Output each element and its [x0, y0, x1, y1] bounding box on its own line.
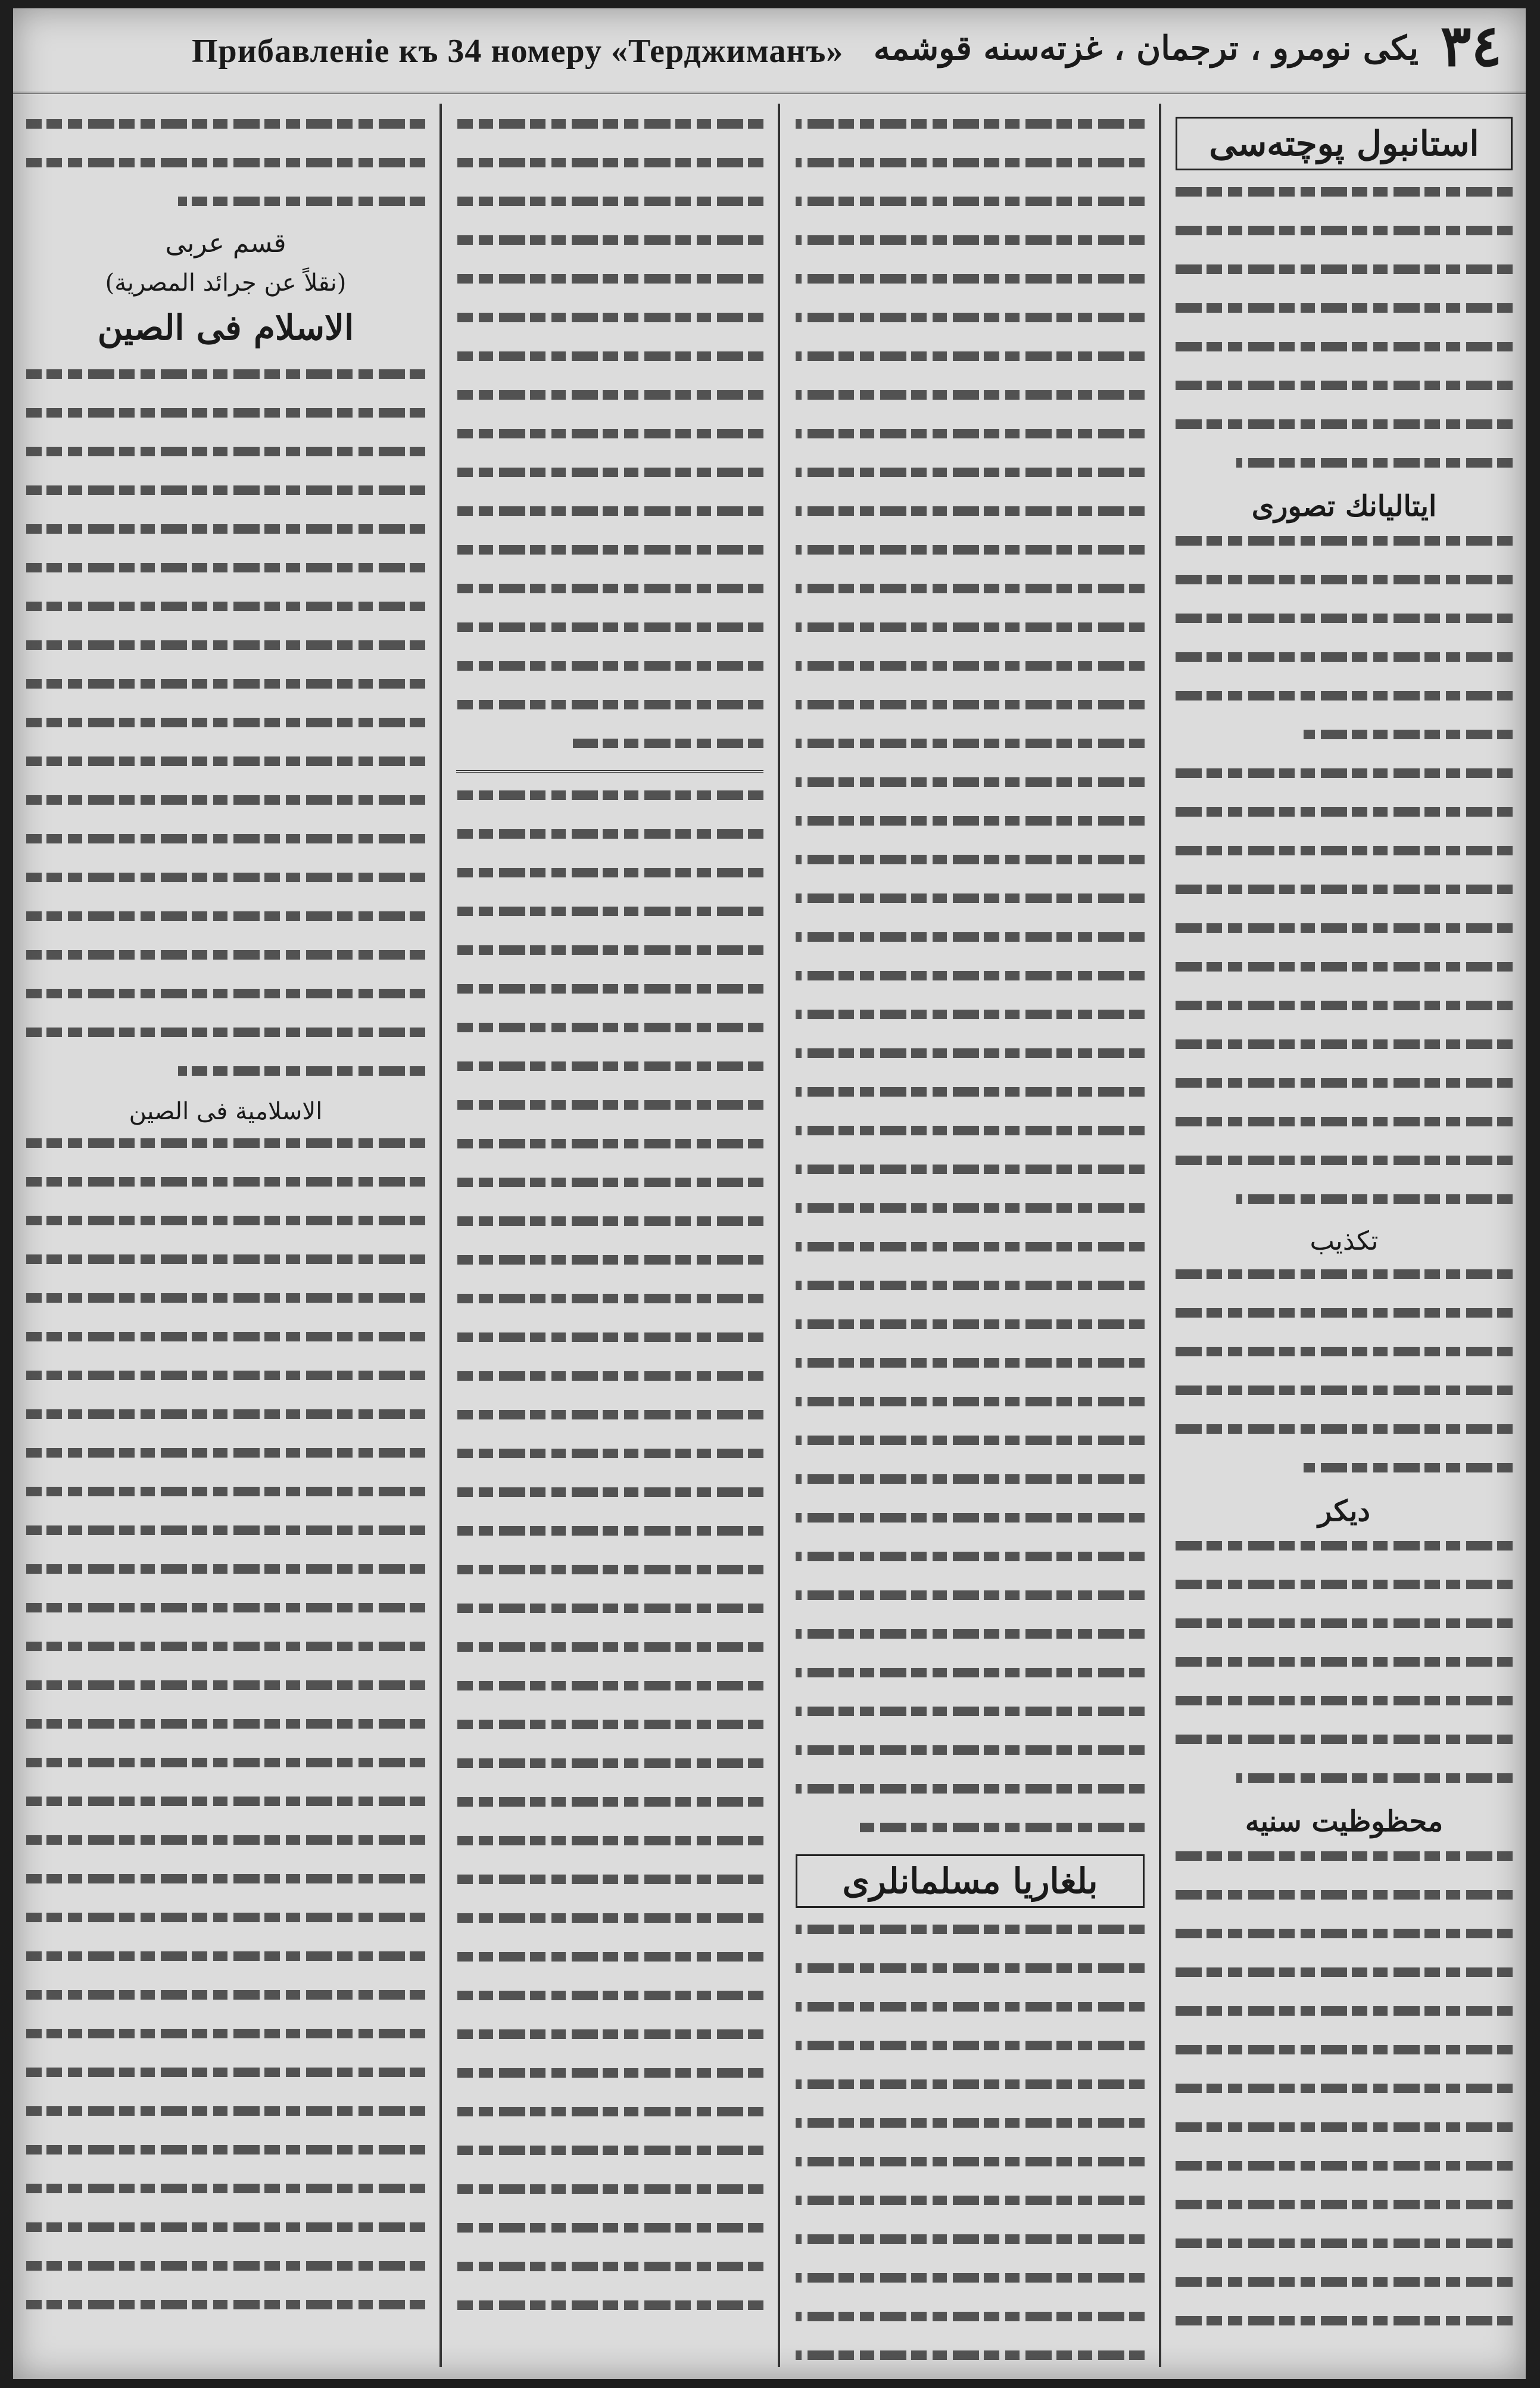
text-line [796, 422, 1145, 443]
text-line [796, 1917, 1145, 1939]
text-line [456, 2293, 763, 2315]
text-line [26, 556, 425, 577]
text-line [1176, 1456, 1513, 1477]
text-line [26, 1673, 425, 1695]
text-line [26, 1751, 425, 1772]
text-line [796, 2034, 1145, 2055]
text-line [1176, 800, 1513, 821]
text-line [456, 977, 763, 998]
text-line [796, 925, 1145, 947]
text-line [796, 1467, 1145, 1489]
text-line [1176, 2270, 1513, 2292]
text-line [456, 1596, 763, 1618]
text-line [796, 189, 1145, 211]
text-line [26, 711, 425, 732]
text-line [796, 1428, 1145, 1450]
text-line [1176, 373, 1513, 395]
text-line [1176, 1766, 1513, 1788]
text-line [796, 1506, 1145, 1527]
text-line [1176, 839, 1513, 860]
text-line [1176, 257, 1513, 279]
text-line [1176, 1689, 1513, 1710]
text-line [796, 228, 1145, 250]
text-line [796, 693, 1145, 714]
text-line [796, 460, 1145, 482]
text-line [1176, 2309, 1513, 2330]
article-columns [13, 98, 1526, 2373]
text-line [456, 2061, 763, 2082]
text-line [796, 886, 1145, 908]
text-line [456, 1713, 763, 1734]
text-line [456, 383, 763, 404]
text-line [26, 1944, 425, 1966]
text-line [1176, 877, 1513, 899]
text-line [796, 848, 1145, 869]
section-divider [456, 770, 763, 773]
text-line [796, 151, 1145, 172]
text-line [1176, 684, 1513, 705]
text-line [1176, 1071, 1513, 1092]
text-line [456, 1558, 763, 1579]
text-line [796, 1080, 1145, 1101]
text-line [796, 731, 1145, 753]
text-line [456, 538, 763, 559]
text-line [456, 1829, 763, 1850]
text-line [1176, 1960, 1513, 1982]
text-line [26, 1712, 425, 1733]
text-line [456, 1364, 763, 1386]
text-line [1176, 1922, 1513, 1943]
text-line [26, 1020, 425, 1042]
text-line [26, 1059, 425, 1081]
text-line [1176, 1611, 1513, 1633]
text-line [1176, 2231, 1513, 2253]
text-line [1176, 219, 1513, 240]
text-line [26, 672, 425, 693]
text-line [1176, 1650, 1513, 1671]
text-line [1176, 2076, 1513, 2098]
text-line [456, 1016, 763, 1037]
column-4-subheading-1: الاسلامیة فی الصین [129, 1098, 323, 1125]
text-line [456, 1867, 763, 1889]
newspaper-page [13, 8, 1526, 2379]
text-line [26, 1131, 425, 1153]
text-line [456, 267, 763, 288]
text-line [1176, 1340, 1513, 1361]
text-line [1176, 1534, 1513, 1555]
text-line [456, 1480, 763, 1502]
text-line [456, 344, 763, 366]
text-line [26, 633, 425, 655]
column-2 [783, 98, 1158, 2373]
text-line [1176, 2115, 1513, 2137]
text-line [1176, 1187, 1513, 1209]
text-line [26, 2293, 425, 2314]
text-line [1176, 2193, 1513, 2214]
text-line [26, 1983, 425, 2004]
text-line [796, 1699, 1145, 1721]
text-line [456, 1209, 763, 1231]
column-1-subheading-4: محظوظیت سنیه [1245, 1805, 1444, 1838]
text-line [1176, 1417, 1513, 1439]
column-rule [778, 104, 780, 2367]
text-line [26, 2254, 425, 2275]
text-line [796, 577, 1145, 598]
text-line [796, 306, 1145, 327]
text-line [26, 1596, 425, 1617]
text-line [796, 2305, 1145, 2326]
arabic-section-ornament: قسم عربی [165, 228, 286, 259]
text-line [26, 2215, 425, 2237]
text-line [26, 517, 425, 538]
text-line [1176, 335, 1513, 356]
text-line [796, 1351, 1145, 1372]
text-line [456, 2022, 763, 2044]
text-line [1176, 1262, 1513, 1284]
column-3 [443, 98, 777, 2373]
text-line [1176, 723, 1513, 744]
text-line [1176, 1844, 1513, 1866]
text-line [26, 1209, 425, 1230]
text-line [456, 2255, 763, 2276]
text-line [456, 2100, 763, 2121]
text-line [26, 362, 425, 384]
text-line [456, 1441, 763, 1463]
text-line [796, 2150, 1145, 2171]
text-line [456, 1751, 763, 1773]
text-line [26, 1402, 425, 1424]
text-line [1176, 955, 1513, 976]
text-line [456, 654, 763, 675]
text-line [456, 1170, 763, 1192]
text-line [456, 1403, 763, 1424]
text-line [26, 1247, 425, 1269]
text-line [456, 577, 763, 598]
text-line [796, 1274, 1145, 1295]
text-line [1176, 296, 1513, 317]
text-line [26, 2177, 425, 2198]
masthead-russian-title: Прибавленіе къ 34 номеру «Терджиманъ» [192, 33, 844, 70]
text-line [456, 2216, 763, 2237]
text-line [796, 2111, 1145, 2132]
text-line [456, 1093, 763, 1114]
text-line [456, 112, 763, 133]
text-line [796, 1995, 1145, 2016]
text-line [456, 615, 763, 637]
column-4 [13, 98, 438, 2373]
text-line [796, 383, 1145, 404]
text-line [796, 654, 1145, 675]
text-line [26, 904, 425, 926]
text-line [1176, 180, 1513, 201]
text-line [796, 809, 1145, 830]
text-line [796, 2266, 1145, 2287]
text-line [796, 1041, 1145, 1063]
text-line [1176, 1301, 1513, 1322]
text-line [26, 749, 425, 771]
text-line [456, 899, 763, 921]
text-line [456, 731, 763, 753]
text-line [1176, 1148, 1513, 1170]
text-line [456, 1674, 763, 1695]
text-line [26, 1480, 425, 1501]
text-line [1176, 1573, 1513, 1594]
text-line [26, 401, 425, 422]
text-line [26, 1518, 425, 1540]
text-line [456, 783, 763, 805]
column-1 [1162, 98, 1526, 2373]
text-line [796, 344, 1145, 366]
text-line [1176, 606, 1513, 628]
issue-number: ٣٤ [1440, 12, 1502, 79]
text-line [1176, 994, 1513, 1015]
text-line [1176, 1110, 1513, 1131]
text-line [456, 1906, 763, 1928]
text-line [1176, 645, 1513, 667]
text-line [26, 1557, 425, 1578]
text-line [796, 2072, 1145, 2094]
text-line [26, 112, 425, 133]
arabic-section-source: (نقلاً عن جرائد المصریة) [105, 269, 347, 297]
text-line [456, 2177, 763, 2199]
text-line [796, 267, 1145, 288]
text-line [456, 306, 763, 327]
text-line [456, 1054, 763, 1076]
column-4-heading: الاسلام فی الصین [97, 307, 354, 348]
text-line [26, 1170, 425, 1191]
text-line [796, 1545, 1145, 1566]
text-line [456, 1984, 763, 2005]
text-line [796, 1777, 1145, 1798]
text-line [796, 1196, 1145, 1218]
text-line [1176, 412, 1513, 434]
text-line [796, 1956, 1145, 1978]
text-line [796, 1119, 1145, 1140]
text-line [1176, 1378, 1513, 1400]
text-line [1176, 1883, 1513, 1904]
text-line [26, 2060, 425, 2082]
text-line [796, 1738, 1145, 1760]
text-line [1176, 2154, 1513, 2175]
text-line [26, 2138, 425, 2159]
text-line [796, 615, 1145, 637]
text-line [456, 822, 763, 843]
text-line [796, 499, 1145, 521]
text-line [26, 2022, 425, 2043]
text-line [796, 964, 1145, 985]
text-line [26, 943, 425, 964]
text-line [456, 499, 763, 521]
text-line [456, 1519, 763, 1540]
text-line [796, 1583, 1145, 1605]
text-line [1176, 529, 1513, 550]
text-line [456, 1635, 763, 1657]
text-line [456, 861, 763, 882]
text-line [26, 865, 425, 887]
text-line [1176, 568, 1513, 589]
column-1-heading: استانبول پوچته‌سی [1176, 117, 1513, 170]
text-line [456, 151, 763, 172]
text-line [1176, 1032, 1513, 1054]
text-line [26, 189, 425, 211]
text-line [26, 1634, 425, 1656]
text-line [1176, 451, 1513, 472]
text-line [26, 788, 425, 810]
text-line [26, 594, 425, 616]
text-line [796, 538, 1145, 559]
text-line [26, 827, 425, 848]
text-line [1176, 916, 1513, 938]
text-line [26, 478, 425, 500]
text-line [796, 1235, 1145, 1256]
text-line [456, 228, 763, 250]
text-line [796, 1390, 1145, 1411]
column-1-subheading-2: تکذیب [1310, 1226, 1379, 1256]
text-line [456, 1790, 763, 1811]
text-line [456, 1248, 763, 1269]
text-line [1176, 761, 1513, 783]
text-line [1176, 1999, 1513, 2020]
text-line [796, 2227, 1145, 2249]
text-line [26, 2099, 425, 2121]
text-line [26, 1906, 425, 1927]
text-line [796, 1002, 1145, 1024]
text-line [26, 1363, 425, 1385]
text-line [456, 2138, 763, 2160]
text-line [796, 2188, 1145, 2210]
text-line [456, 189, 763, 211]
text-line [796, 1816, 1145, 1837]
text-line [456, 1287, 763, 1308]
text-line [26, 1789, 425, 1811]
text-line [456, 460, 763, 482]
text-line [796, 1157, 1145, 1179]
text-line [26, 440, 425, 461]
text-line [456, 422, 763, 443]
column-1-subheading-1: ایتالیانك تصوری [1251, 490, 1437, 523]
text-line [796, 1312, 1145, 1334]
text-line [796, 112, 1145, 133]
column-rule [1159, 104, 1161, 2367]
text-line [26, 1828, 425, 1850]
column-1-subheading-3: دیکر [1318, 1495, 1370, 1528]
text-line [456, 693, 763, 714]
text-line [796, 2343, 1145, 2365]
text-line [26, 151, 425, 172]
column-2-heading: بلغاریا مسلمانلری [796, 1854, 1145, 1908]
text-line [796, 770, 1145, 792]
text-line [26, 1325, 425, 1346]
text-line [456, 938, 763, 960]
text-line [456, 1325, 763, 1347]
column-rule [439, 104, 442, 2367]
text-line [26, 982, 425, 1003]
text-line [1176, 2038, 1513, 2059]
text-line [26, 1286, 425, 1307]
text-line [456, 1945, 763, 1966]
text-line [456, 1132, 763, 1153]
text-line [26, 1867, 425, 1888]
text-line [796, 1622, 1145, 1643]
text-line [26, 1441, 425, 1462]
masthead [13, 8, 1526, 94]
masthead-turkish-title: یکی نومرو ، ترجمان ، غزته‌سنه قوشمه [873, 29, 1419, 68]
text-line [796, 1661, 1145, 1682]
text-line [1176, 1727, 1513, 1749]
